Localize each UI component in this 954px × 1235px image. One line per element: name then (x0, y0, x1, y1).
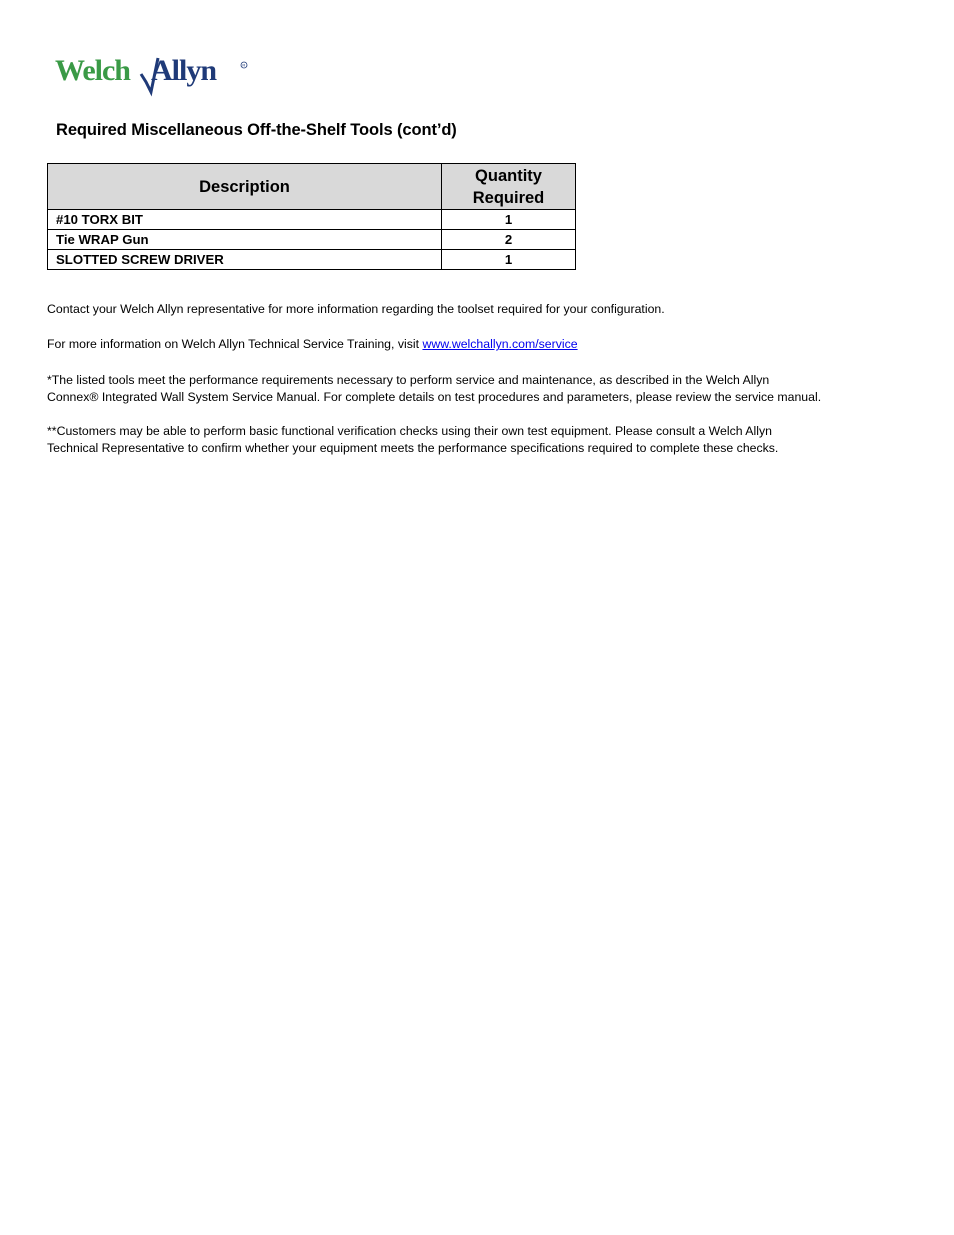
column-header-quantity-line1: Quantity (475, 166, 542, 185)
tools-table (47, 163, 576, 270)
svg-text:R: R (242, 62, 246, 68)
column-header-quantity-line2: Required (472, 188, 545, 207)
tools-footnote (47, 372, 821, 406)
tools-footnote-line2: Connex® Integrated Wall System Service Manual. For complete details on test procedures and parameters, please review the service manual. (47, 390, 822, 404)
row-quantity: 2 (442, 230, 576, 250)
table-row (48, 250, 576, 270)
service-link[interactable]: www.welchallyn.com/service (422, 337, 578, 351)
customers-footnote-line1: **Customers may be able to perform basic functional verification checks using their own test equipment. Please consult a Welch Allyn (47, 424, 772, 438)
row-description: #10 TORX BIT (48, 210, 442, 230)
welch-allyn-logo-graphic (55, 52, 255, 98)
row-description: Tie WRAP Gun (48, 230, 442, 250)
svg-text:Welch: Welch (55, 54, 130, 87)
row-quantity: 1 (442, 210, 576, 230)
table-row (48, 210, 576, 230)
row-quantity: 1 (442, 250, 576, 270)
column-header-description: Description (48, 164, 442, 210)
welch-allyn-logo (55, 52, 255, 98)
contact-note: Contact your Welch Allyn representative for more information regarding the toolset required for your configuration. (47, 302, 665, 316)
table-row (48, 230, 576, 250)
customers-footnote (47, 423, 778, 457)
training-note (47, 336, 578, 353)
table-header-row (48, 164, 576, 210)
customers-footnote-line2: Technical Representative to confirm whether your equipment meets the performance specifications required to complete these checks. (47, 441, 779, 455)
section-title: Required Miscellaneous Off-the-Shelf Tools (cont’d) (56, 121, 457, 139)
svg-text:Allyn: Allyn (151, 54, 217, 87)
tools-footnote-line1: *The listed tools meet the performance requirements necessary to perform service and maintenance, as described in the Welch Allyn (47, 373, 770, 387)
training-note-text: For more information on Welch Allyn Technical Service Training, visit (47, 337, 423, 351)
row-description: SLOTTED SCREW DRIVER (48, 250, 442, 270)
column-header-quantity (442, 164, 576, 210)
